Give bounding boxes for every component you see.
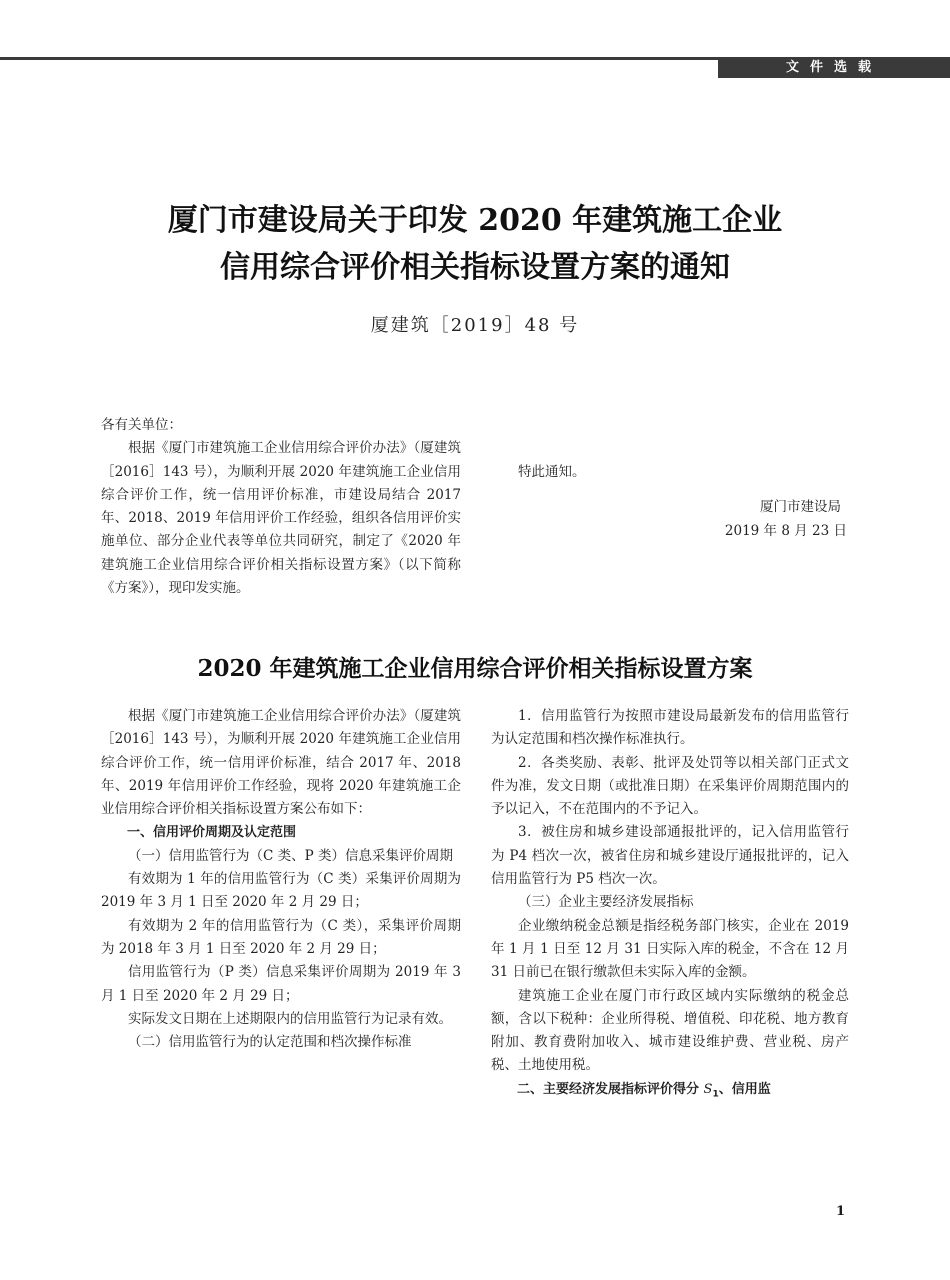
subsection-1-heading: （一）信用监管行为（C 类、P 类）信息采集评价周期 — [128, 847, 453, 864]
document-number: 厦建筑［2019］48 号 — [370, 315, 580, 336]
subsection-1-para-4: 实际发文日期在上述期限内的信用监管行为记录有效。 — [128, 1010, 452, 1027]
notice-title-line-1: 厦门市建设局关于印发 2020 年建筑施工企业 — [167, 203, 783, 238]
subsection-3-para-2: 建筑施工企业在厦门市行政区域内实际缴纳的税金总额，含以下税种：企业所得税、增值税、印花税、地方教育附加、教育费附加收入、城市建设维护费、营业税、房产税、土地使用税。 — [491, 987, 849, 1074]
subsection-3-para-1: 企业缴纳税金总额是指经税务部门核实，企业在 2019 年 1 月 1 日至 12 月 31 日实际入库的税金，不含在 12 月 31 日前已在银行缴款但未实际入库的金额。 — [491, 917, 849, 981]
subsection-1-para-3: 信用监管行为（P 类）信息采集评价周期为 2019 年 3 月 1 日至 2020 年 2 月 29 日； — [101, 964, 461, 1004]
item-2: 2．各类奖励、表彰、批评及处罚等以相关部门正式文件为准，发文日期（或批准日期）在采集评价周期范围内的予以记入，不在范围内的不予记入。 — [491, 754, 849, 818]
notice-column-right — [491, 414, 849, 543]
issuer: 厦门市建设局 — [760, 499, 841, 516]
subsection-3-heading: （三）企业主要经济发展指标 — [518, 894, 694, 911]
subsection-1-para-2: 有效期为 2 年的信用监管行为（C 类），采集评价周期为 2018 年 3 月 1 日至 2020 年 2 月 29 日； — [101, 917, 461, 957]
plan-column-left — [101, 705, 461, 1054]
item-3: 3．被住房和城乡建设部通报批评的，记入信用监管行为 P4 档次一次，被省住房和城乡建设厅通报批评的，记入信用监管行为 P5 档次一次。 — [491, 824, 849, 888]
plan-title: 2020 年建筑施工企业信用综合评价相关指标设置方案 — [197, 655, 753, 682]
section-2-heading-text: 二、主要经济发展指标评价得分 — [517, 1081, 704, 1097]
section-1-heading: 一、信用评价周期及认定范围 — [127, 825, 297, 841]
notice-body: 根据《厦门市建筑施工企业信用综合评价办法》（厦建筑［2016］143 号），为顺利开展 2020 年建筑施工企业信用综合评价工作，统一信用评价标准，市建设局结合 2017 年、2018、2019 年信用评价工作经验，组织各信用评价实施单位、部分企业代表等单位共同研究，制定了《2020 年建筑施工企业信用综合评价相关指标设置方案》（以下简称《方案》），现印发实施。 — [101, 440, 461, 597]
salutation: 各有关单位： — [101, 417, 182, 433]
item-1: 1．信用监管行为按照市建设局最新发布的信用监管行为认定范围和档次操作标准执行。 — [491, 708, 849, 748]
page-number: 1 — [836, 1204, 846, 1219]
closing-phrase: 特此通知。 — [518, 464, 586, 480]
subsection-1-para-1: 有效期为 1 年的信用监管行为（C 类）采集评价周期为 2019 年 3 月 1 日至 2020 年 2 月 29 日； — [101, 871, 461, 911]
section-2-variable: S — [703, 1081, 713, 1097]
notice-body-continued — [491, 414, 849, 461]
subsection-2-heading: （二）信用监管行为的认定范围和档次操作标准 — [128, 1034, 412, 1051]
plan-intro: 根据《厦门市建筑施工企业信用综合评价办法》（厦建筑［2016］143 号），为顺利开展 2020 年建筑施工企业信用综合评价工作，统一信用评价标准，结合 2017 年、2018 年、2019 年信用评价工作经验，现将 2020 年建筑施工企业信用综合评价相关指标设置方案公布如下： — [101, 708, 461, 818]
section-2-variable-subscript: 1 — [712, 1089, 719, 1100]
section-label: 文件选载 — [718, 57, 950, 78]
issue-date: 2019 年 8 月 23 日 — [724, 522, 847, 539]
section-2-heading-text-b: 、信用监 — [718, 1081, 771, 1097]
section-2-heading — [491, 1078, 849, 1107]
plan-column-right — [491, 705, 849, 1107]
notice-column-left — [101, 414, 461, 600]
notice-title-line-2: 信用综合评价相关指标设置方案的通知 — [220, 250, 730, 285]
